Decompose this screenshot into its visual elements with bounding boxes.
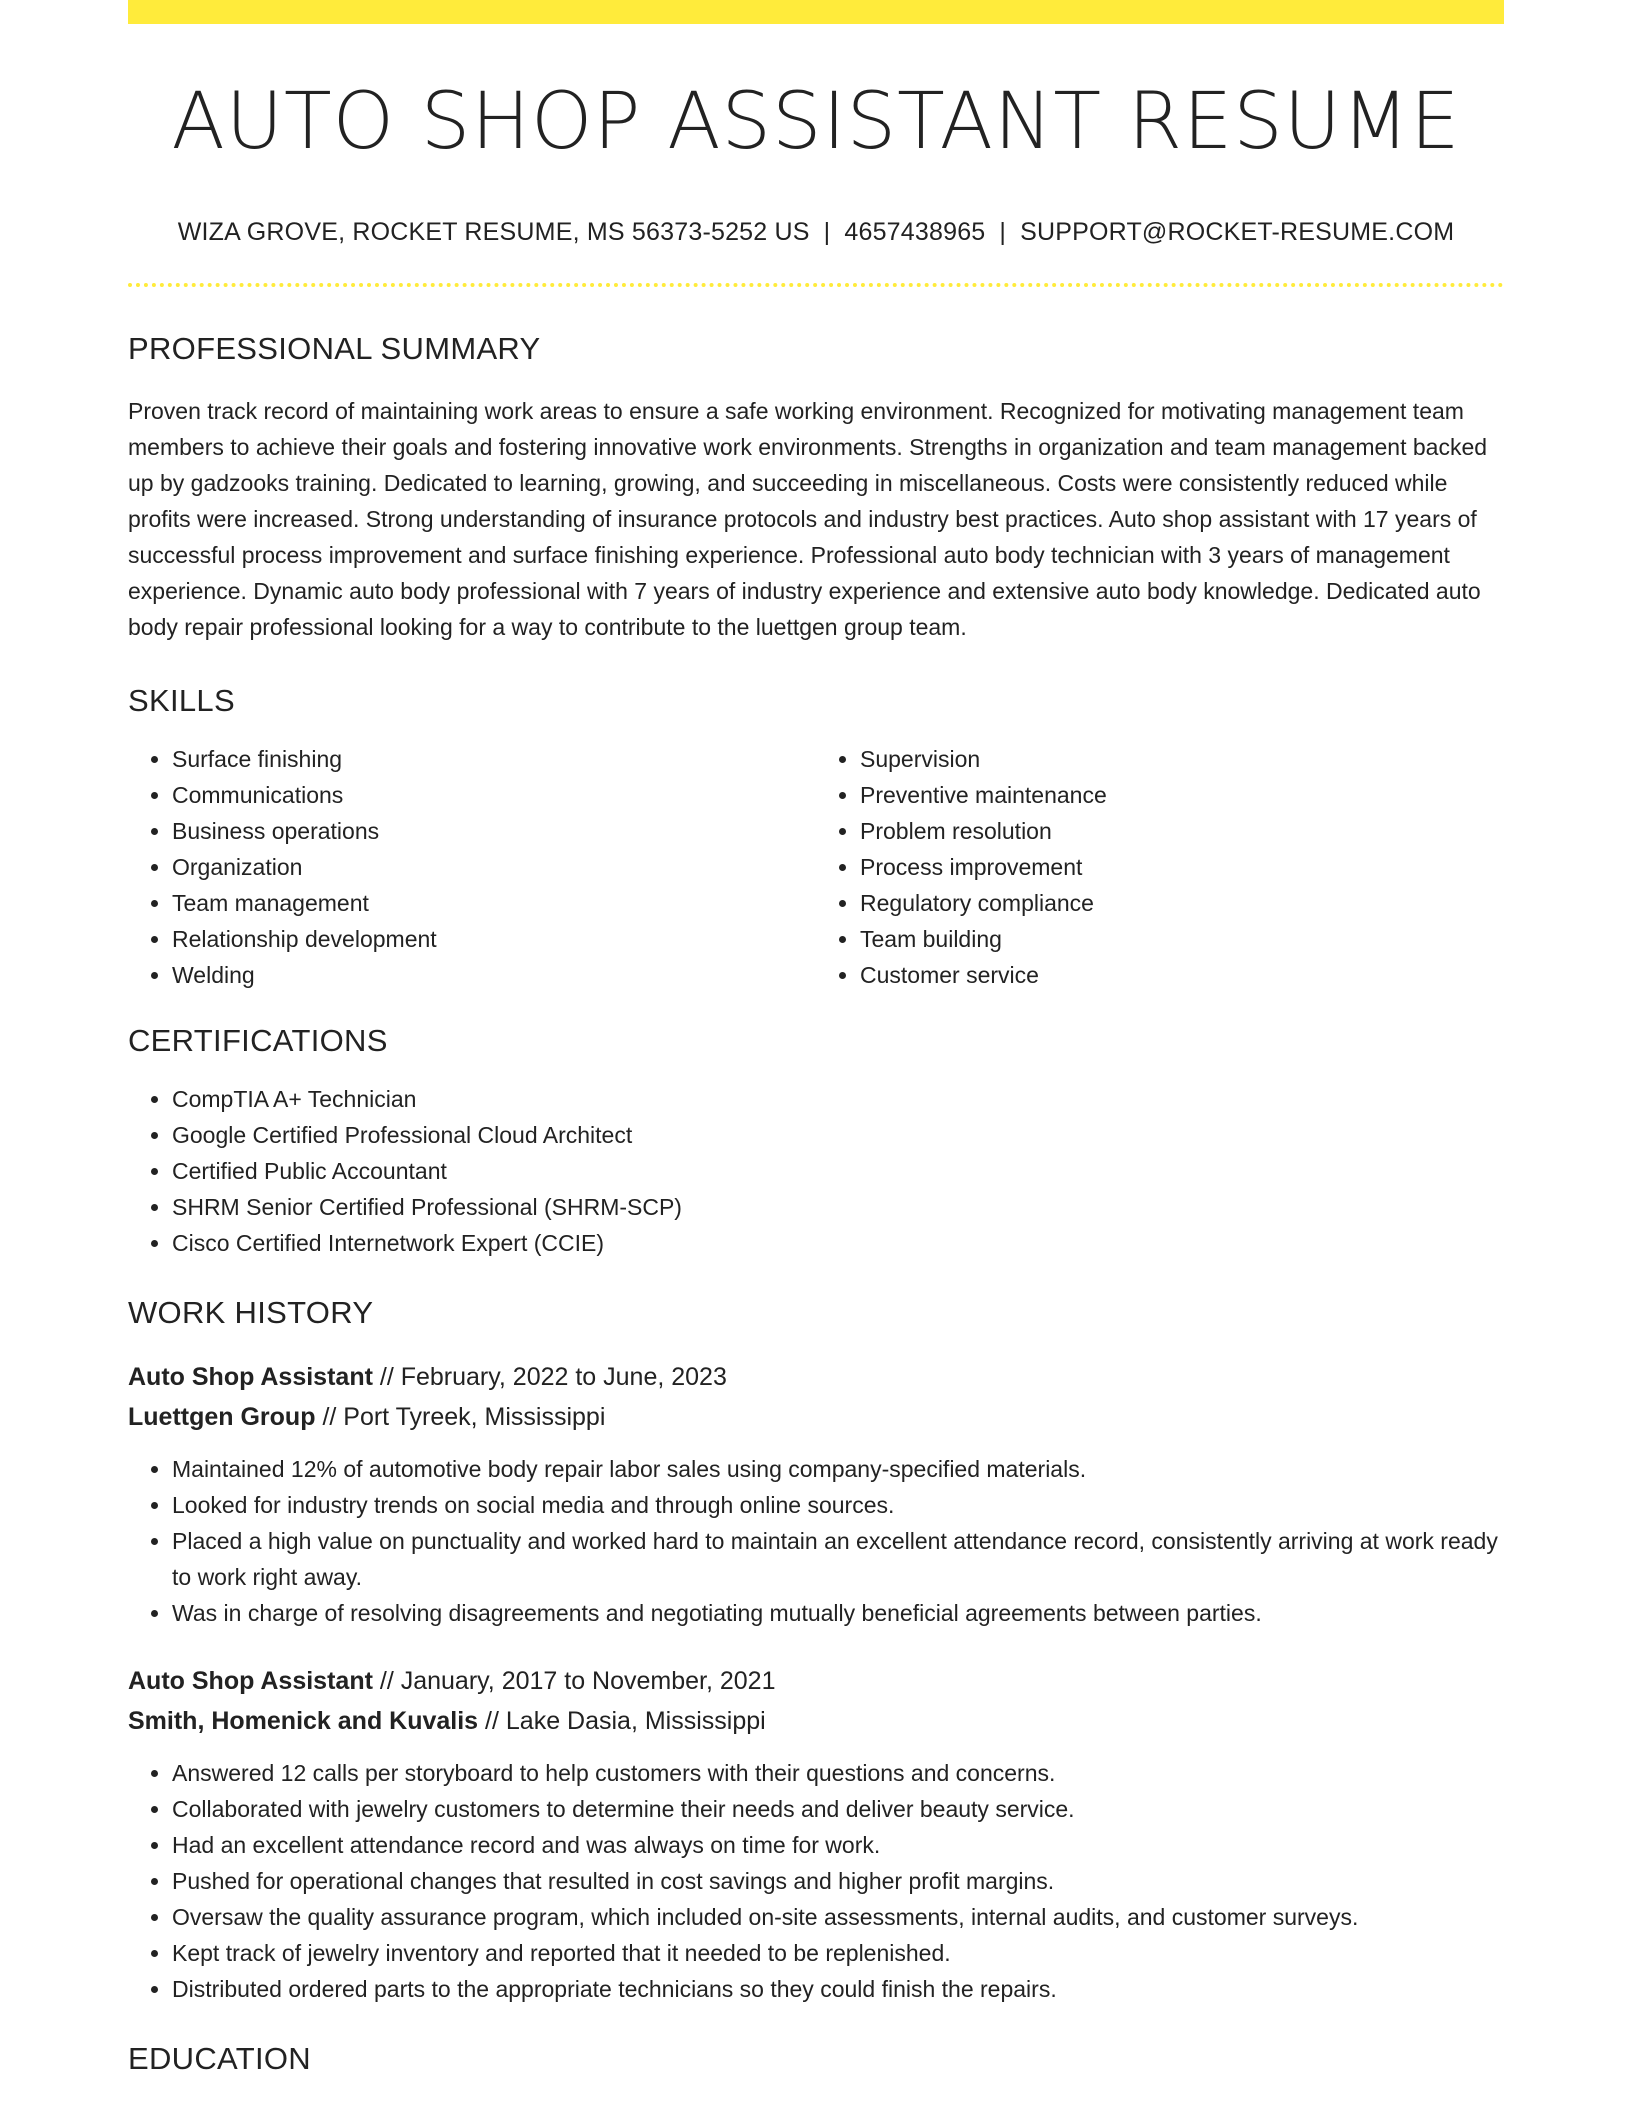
list-item: • Process improvement (860, 849, 1504, 885)
list-item: • Team management (172, 885, 816, 921)
list-item: • Regulatory compliance (860, 885, 1504, 921)
accent-bar (128, 0, 1504, 24)
contact-line (128, 218, 1504, 247)
skills-list-right (816, 741, 1504, 993)
skills-list-left (128, 741, 816, 993)
list-item: • Business operations (172, 813, 816, 849)
list-item: • Pushed for operational changes that resulted in cost savings and higher profit margins. (172, 1863, 1504, 1899)
list-item: • Preventive maintenance (860, 777, 1504, 813)
certifications-list (128, 1081, 1504, 1261)
section-heading-education: EDUCATION (128, 2040, 311, 2076)
job-dates: // February, 2022 to June, 2023 (379, 1362, 727, 1391)
job-location: // Lake Dasia, Mississippi (485, 1706, 766, 1735)
resume-page (128, 0, 1504, 2077)
job-title: Auto Shop Assistant (128, 1666, 373, 1695)
list-item: • Customer service (860, 957, 1504, 993)
list-item: • Distributed ordered parts to the appropriate technicians so they could finish the repairs. (172, 1971, 1504, 2007)
job-title: Auto Shop Assistant (128, 1362, 373, 1391)
job-title-line (128, 1357, 1504, 1397)
skills-columns (128, 741, 1504, 993)
job-header (128, 1661, 1504, 1741)
list-item: • Surface finishing (172, 741, 816, 777)
list-item: • Looked for industry trends on social media and through online sources. (172, 1487, 1504, 1523)
list-item: • Answered 12 calls per storyboard to help customers with their questions and concerns. (172, 1755, 1504, 1791)
contact-separator: | (823, 217, 831, 246)
list-item: • Kept track of jewelry inventory and reported that it needed to be replenished. (172, 1935, 1504, 1971)
list-item: • Cisco Certified Internetwork Expert (CCIE) (172, 1225, 1504, 1261)
job-dates: // January, 2017 to November, 2021 (379, 1666, 776, 1695)
job-company: Smith, Homenick and Kuvalis (128, 1706, 479, 1735)
section-heading-summary: PROFESSIONAL SUMMARY (128, 330, 541, 366)
list-item: • CompTIA A+ Technician (172, 1081, 1504, 1117)
job-location: // Port Tyreek, Mississippi (322, 1402, 606, 1431)
list-item: • Maintained 12% of automotive body repair labor sales using company-specified materials. (172, 1451, 1504, 1487)
list-item: • Had an excellent attendance record and was always on time for work. (172, 1827, 1504, 1863)
list-item: • Collaborated with jewelry customers to determine their needs and deliver beauty service. (172, 1791, 1504, 1827)
contact-separator: | (999, 217, 1007, 246)
list-item: • Organization (172, 849, 816, 885)
phone: 4657438965 (844, 217, 986, 246)
list-item: • Supervision (860, 741, 1504, 777)
list-item: • Relationship development (172, 921, 816, 957)
job-title-line (128, 1661, 1504, 1701)
list-item: • Was in charge of resolving disagreements and negotiating mutually beneficial agreements between parties. (172, 1595, 1504, 1631)
section-heading-skills: SKILLS (128, 682, 235, 718)
header-divider (128, 283, 1504, 287)
list-item: • Welding (172, 957, 816, 993)
page-title: AUTO SHOP ASSISTANT RESUME (171, 77, 1461, 167)
job-company: Luettgen Group (128, 1402, 316, 1431)
section-heading-work-history: WORK HISTORY (128, 1294, 374, 1330)
job-company-line (128, 1701, 1504, 1741)
section-heading-certifications: CERTIFICATIONS (128, 1022, 388, 1058)
list-item: • Team building (860, 921, 1504, 957)
list-item: • Oversaw the quality assurance program, which included on-site assessments, internal audits, and customer surveys. (172, 1899, 1504, 1935)
job-bullets (128, 1755, 1504, 2007)
list-item: • Problem resolution (860, 813, 1504, 849)
job-bullets (128, 1451, 1504, 1631)
list-item: • Google Certified Professional Cloud Architect (172, 1117, 1504, 1153)
summary-text: Proven track record of maintaining work areas to ensure a safe working environment. Recognized for motivating management team members to achieve their goals and fostering innovative work environments. Strengths in organization and team management backed up by gadzooks training. Dedicated to learning, growing, and succeeding in miscellaneous. Costs were consistently reduced while profits were increased. Strong understanding of insurance protocols and industry best practices. Auto shop assistant with 17 years of successful process improvement and surface finishing experience. Professional auto body technician with 3 years of management experience. Dynamic auto body professional with 7 years of industry experience and extensive auto body knowledge. Dedicated auto body repair professional looking for a way to contribute to the luettgen group team. (128, 397, 1488, 640)
list-item: • Communications (172, 777, 816, 813)
job-company-line (128, 1397, 1504, 1437)
email-link[interactable]: SUPPORT@ROCKET-RESUME.COM (1020, 217, 1455, 246)
list-item: • SHRM Senior Certified Professional (SHRM-SCP) (172, 1189, 1504, 1225)
job-header (128, 1357, 1504, 1437)
address: WIZA GROVE, ROCKET RESUME, MS 56373-5252 US (177, 217, 810, 246)
list-item: • Placed a high value on punctuality and worked hard to maintain an excellent attendance record, consistently arriving at work ready to work right away. (172, 1523, 1504, 1595)
list-item: • Certified Public Accountant (172, 1153, 1504, 1189)
